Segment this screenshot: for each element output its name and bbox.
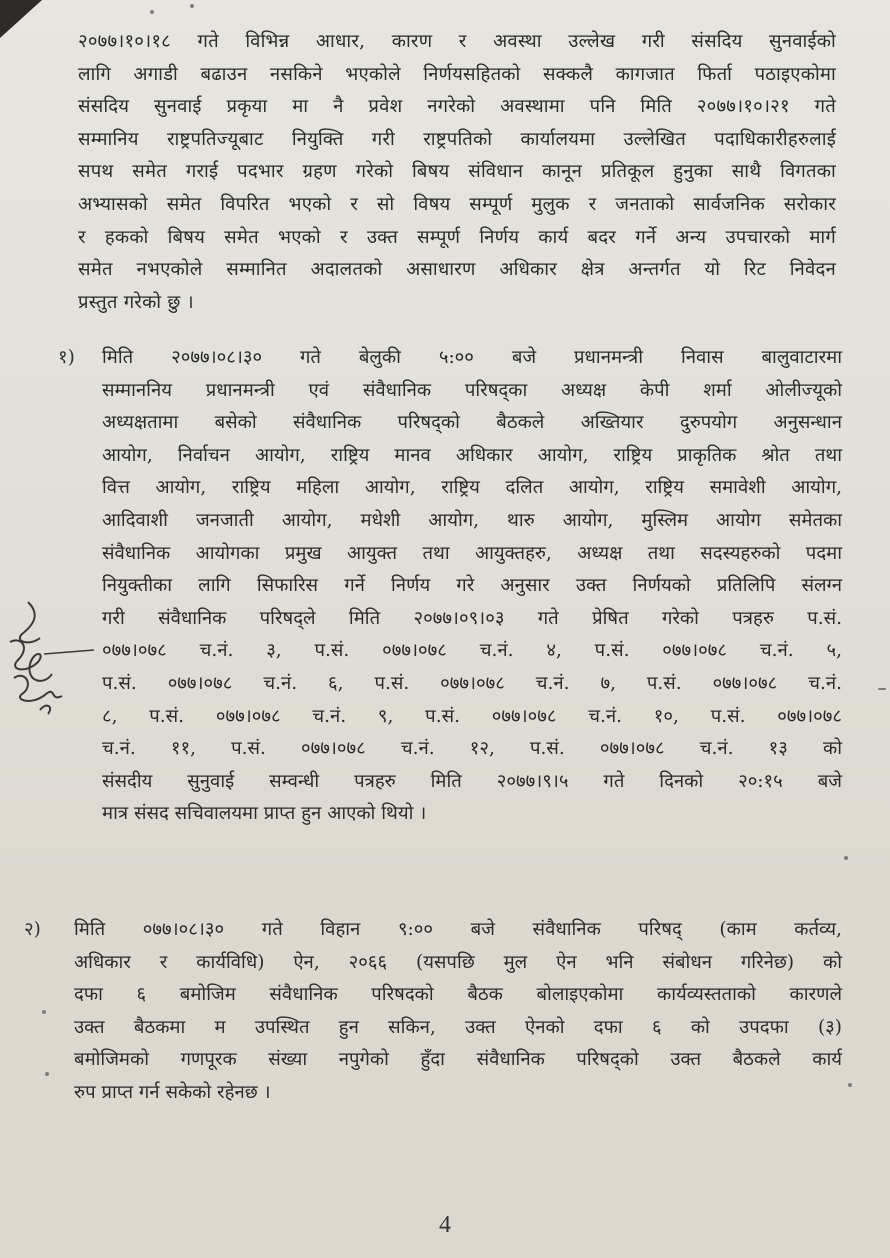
text-line: अध्यक्षतामा बसेको संवैधानिक परिषद्को बैठकले अख्तियार दुरुपयोग अनुसन्धान	[102, 412, 842, 434]
text-line: प.सं. ०७७।०७८ च.नं. ६, प.सं. ०७७।०७८ च.नं. ७, प.सं. ०७७।०७८ च.नं.	[102, 672, 842, 694]
text-line: समेत नभएकोले सम्मानित अदालतको असाधारण अधिकार क्षेत्र अन्तर्गत यो रिट निवेदन	[78, 259, 836, 281]
text-line: सम्माननिय प्रधानमन्त्री एवं संवैधानिक परिषद्का अध्यक्ष केपी शर्मा ओलीज्यूको	[102, 379, 842, 401]
text-line: संवैधानिक आयोगका प्रमुख आयुक्त तथा आयुक्तहरु, अध्यक्ष तथा सदस्यहरुको पदमा	[102, 542, 842, 564]
text-line: मिति ०७७।०८।३० गते विहान ९:०० बजे संवैधानिक परिषद् (काम कर्तव्य,	[74, 919, 842, 940]
text-line: अधिकार र कार्यविधि) ऐन, २०६६ (यसपछि मुल ऐन भनि संबोधन गरिनेछ) को	[74, 951, 842, 973]
item-number: १)	[58, 347, 75, 368]
paper-speck	[844, 856, 848, 860]
folded-corner	[0, 0, 42, 38]
text-line: संसदीय सुनुवाई सम्वन्धी पत्रहरु मिति २०७७।९।५ गते दिनको २०:१५ बजे	[102, 770, 842, 792]
text-line: मिति २०७७।०८।३० गते बेलुकी ५:०० बजे प्रधानमन्त्री निवास बालुवाटारमा	[102, 347, 842, 368]
item-text	[102, 342, 842, 831]
text-line: लागि अगाडी बढाउन नसकिने भएकोले निर्णयसहितको सक्कलै कागजात फिर्ता पठाइएकोमा	[78, 63, 836, 85]
text-line: संसदिय सुनवाई प्रकृया मा नै प्रवेश नगरेको अवस्थामा पनि मिति २०७७।१०।२१ गते	[78, 96, 836, 118]
text-line: दफा ६ बमोजिम संवैधानिक परिषदको बैठक बोलाइएकोमा कार्यव्यस्तताको कारणले	[74, 984, 842, 1006]
page-number: 4	[439, 1212, 451, 1238]
handwritten-signature	[0, 590, 95, 720]
text-line: च.नं. ११, प.सं. ०७७।०७८ च.नं. १२, प.सं. ०७७।०७८ च.नं. १३ को	[102, 738, 842, 760]
text-line: प्रस्तुत गरेको छु ।	[78, 291, 194, 313]
text-line: आदिवाशी जनजाती आयोग, मधेशी आयोग, थारु आयोग, मुस्लिम आयोग समेतका	[102, 509, 842, 531]
item-text	[74, 914, 842, 1110]
text-line: मात्र संसद सचिवालयमा प्राप्त हुन आएको थियो ।	[102, 803, 427, 825]
text-line: र हकको बिषय समेत भएको र उक्त सम्पूर्ण निर्णय कार्य बदर गर्ने अन्य उपचारको मार्ग	[78, 226, 836, 248]
paper-speck	[848, 1083, 852, 1087]
text-line: नियुक्तीका लागि सिफारिस गर्ने निर्णय गरे अनुसार उक्त निर्णयको प्रतिलिपि संलग्न	[102, 575, 842, 597]
paper-speck	[150, 10, 154, 14]
text-line: आयोग, निर्वाचन आयोग, राष्ट्रिय मानव अधिकार आयोग, राष्ट्रिय प्राकृतिक श्रोत तथा	[102, 444, 842, 466]
text-line: ०७७।०७८ च.नं. ३, प.सं. ०७७।०७८ च.नं. ४, प.सं. ०७७।०७८ च.नं. ५,	[102, 640, 842, 662]
text-line: वित्त आयोग, राष्ट्रिय महिला आयोग, राष्ट्रिय दलित आयोग, राष्ट्रिय समावेशी आयोग,	[102, 477, 842, 499]
text-line: ८, प.सं. ०७७।०७८ च.नं. ९, प.सं. ०७७।०७८ च.नं. १०, प.सं. ०७७।०७८	[102, 705, 842, 727]
paper-speck	[45, 1072, 49, 1076]
item-number: २)	[24, 919, 41, 940]
text-line: सपथ समेत गराई पदभार ग्रहण गरेको बिषय संविधान कानून प्रतिकूल हुनुका साथै विगतका	[78, 161, 836, 183]
paper-speck	[878, 688, 886, 690]
text-line: सम्मानिय राष्ट्रपतिज्यूबाट नियुक्ति गरी राष्ट्रपतिको कार्यालयमा उल्लेखित पदाधिकारीहरुलाई	[78, 128, 836, 150]
text-line: गरी संवैधानिक परिषद्ले मिति २०७७।०९।०३ गते प्रेषित गरेको पत्रहरु प.सं.	[102, 607, 842, 629]
text-line: रुप प्राप्त गर्न सकेको रहेनछ ।	[74, 1081, 271, 1103]
paper-speck	[190, 4, 194, 8]
paper-speck	[42, 1010, 46, 1014]
text-line: बमोजिमको गणपूरक संख्या नपुगेको हुँदा संवैधानिक परिषद्को उक्त बैठकले कार्य	[74, 1049, 842, 1071]
text-line: २०७७।१०।१८ गते विभिन्न आधार, कारण र अवस्था उल्लेख गरी संसदिय सुनवाईको	[78, 31, 836, 52]
text-line: अभ्यासको समेत विपरित भएको र सो विषय सम्पूर्ण मुलुक र जनताको सार्वजनिक सरोकार	[78, 193, 836, 215]
text-line: उक्त बैठकमा म उपस्थित हुन सकिन, उक्त ऐनको दफा ६ को उपदफा (३)	[74, 1016, 842, 1038]
intro-paragraph	[78, 26, 836, 319]
